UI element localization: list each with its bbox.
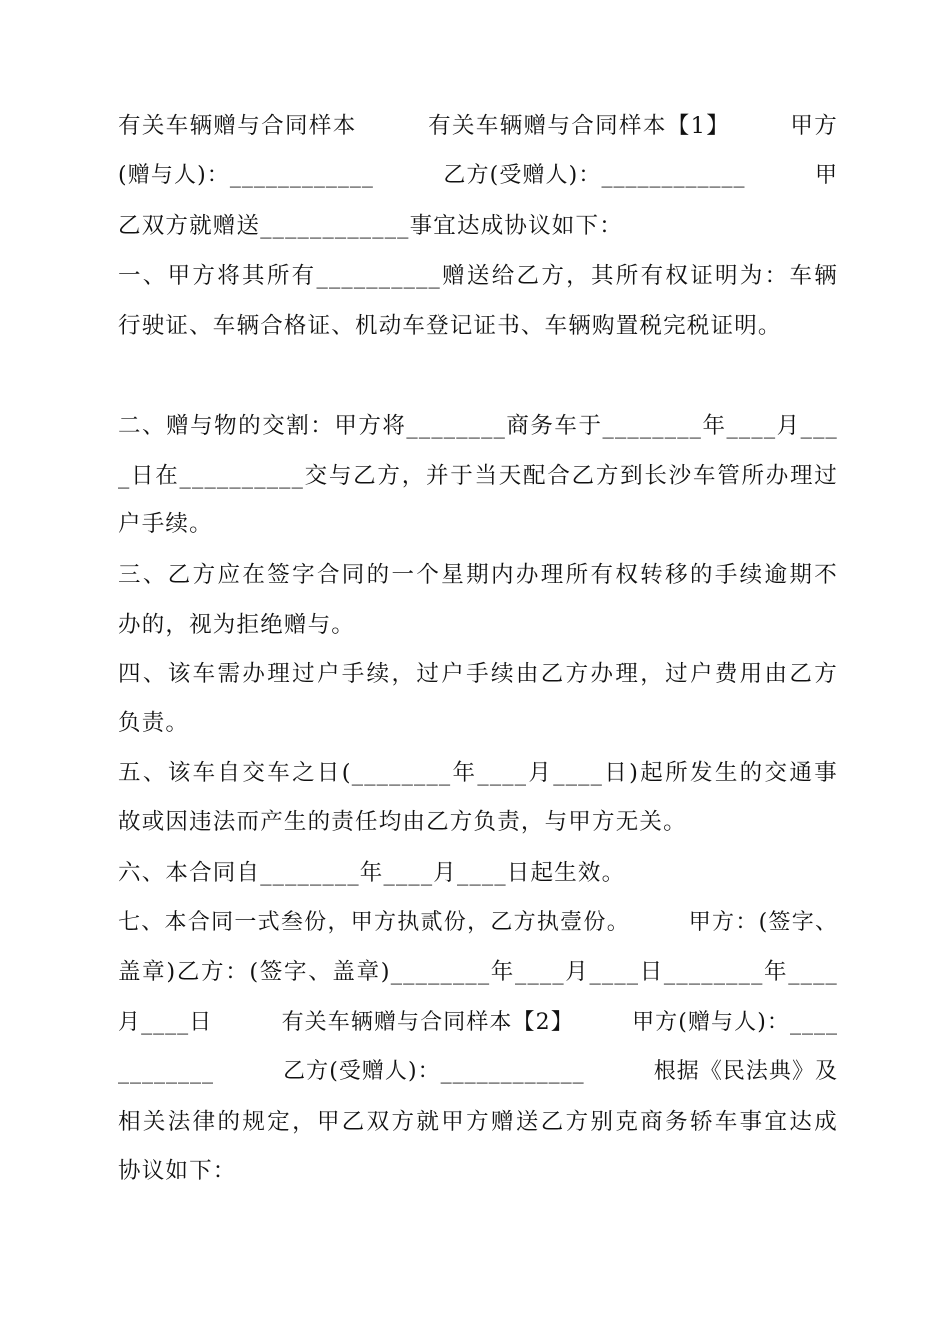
text-line: 有关车辆赠与合同样本 有关车辆赠与合同样本【1】 甲方	[118, 113, 838, 139]
text-line: ________ 乙方(受赠人)：____________ 根据《民法典》及	[118, 1059, 838, 1084]
text-line: _日在__________交与乙方，并于当天配合乙方到长沙车管所办理过	[118, 463, 838, 489]
text-line: 五、该车自交车之日(________年____月____日)起所发生的交通事	[118, 760, 838, 786]
text-line: 盖章)乙方：(签字、盖章)________年____月____日________年____	[118, 959, 838, 985]
text-line: 相关法律的规定，甲乙双方就甲方赠送乙方别克商务轿车事宜达成	[118, 1109, 838, 1135]
text-line: 协议如下：	[118, 1158, 237, 1184]
text-line: 七、本合同一式叁份，甲方执贰份，乙方执壹份。 甲方：(签字、	[118, 910, 838, 935]
text-line: 乙双方就赠送____________事宜达成协议如下：	[118, 213, 623, 239]
text-line: 负责。	[118, 710, 190, 736]
text-line: (赠与人)：____________ 乙方(受赠人)：____________ 甲	[118, 163, 838, 188]
text-line: 二、赠与物的交割：甲方将________商务车于________年____月___	[118, 413, 838, 439]
blank-line	[118, 356, 838, 396]
text-line: 三、乙方应在签字合同的一个星期内办理所有权转移的手续逾期不	[118, 562, 838, 588]
text-line: 四、该车需办理过户手续，过户手续由乙方办理，过户费用由乙方	[118, 661, 838, 687]
text-line: 一、甲方将其所有__________赠送给乙方，其所有权证明为：车辆	[118, 263, 838, 289]
text-line: 办的，视为拒绝赠与。	[118, 612, 356, 638]
text-line: 月____日 有关车辆赠与合同样本【2】 甲方(赠与人)：____	[118, 1010, 838, 1035]
text-line: 户手续。	[118, 511, 213, 537]
text-line: 行驶证、车辆合格证、机动车登记证书、车辆购置税完税证明。	[118, 313, 782, 339]
text-line: 故或因违法而产生的责任均由乙方负责，与甲方无关。	[118, 809, 687, 835]
text-line: 六、本合同自________年____月____日起生效。	[118, 860, 626, 886]
